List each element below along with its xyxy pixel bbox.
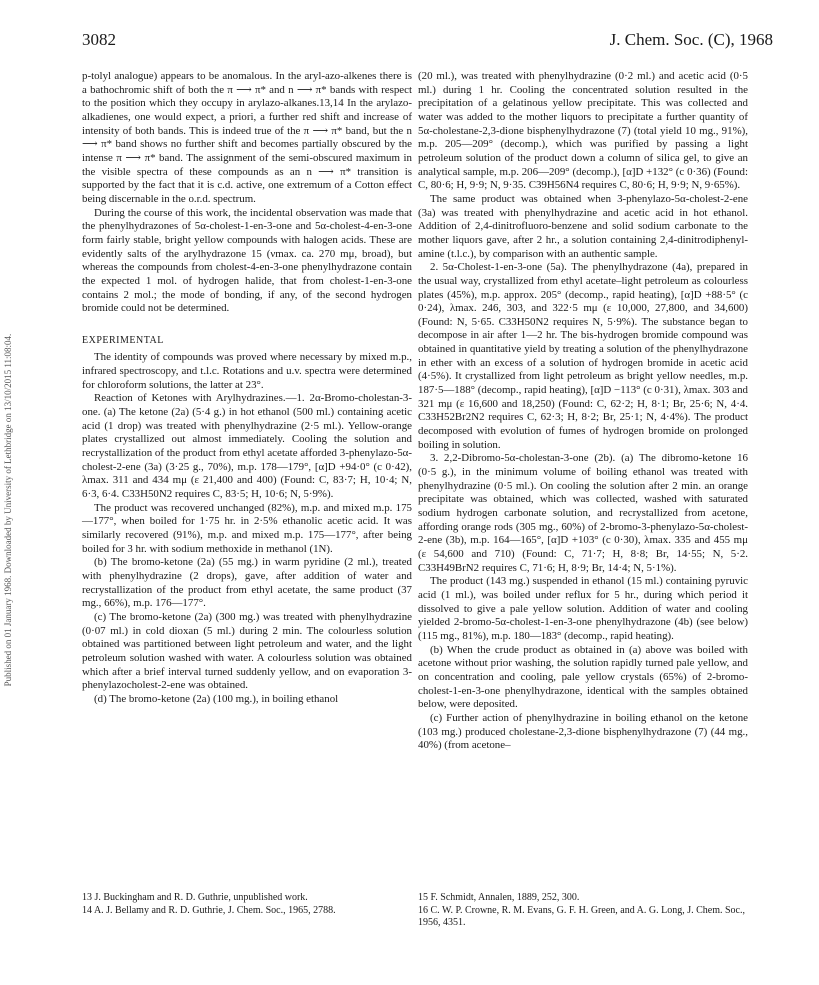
- footnote: 13 J. Buckingham and R. D. Guthrie, unpublished work.: [82, 892, 308, 903]
- download-notice-text: Published on 01 January 1968. Downloaded by University of Lethbridge on 13/10/2015 11:08:04.: [3, 333, 13, 687]
- left-column: [82, 70, 412, 707]
- footnote: 14 A. J. Bellamy and R. D. Guthrie, J. Chem. Soc., 1965, 2788.: [82, 904, 336, 916]
- right-column: [418, 70, 748, 753]
- paragraph: (20 ml.), was treated with phenylhydrazine (0·2 ml.) and acetic acid (0·5 ml.) during 1 hr. Cooling the concentrated solution resulted in the precipitation of a gelatinous yellow precipitate. This was collected and water was added to the mother liquors to precipitate a further quantity of 5α-cholestane-2,3-dione bisphenylhydrazone (7) (total yield 10 mg., 91%), m.p. 205—209° (decomp.), which was purified by passing a light petroleum solution of the product down a column of silica gel, to give an analytical sample, m.p. 206—209° (decomp.), [α]D +132° (c 0·36) (Found: C, 80·6; H, 9·9; N, 9·35. C39H56N4 requires C, 80·6; H, 9·9; N, 9·65%).: [418, 70, 748, 192]
- paragraph: p-tolyl analogue) appears to be anomalous. In the aryl-azo-alkenes there is a bathochromic shift of both the π ⟶ π* and n ⟶ π* bands with respect to the position which they occupy in arylazo-alkanes.13,14 In the arylazo-alkadienes, one would expect, a priori, a further red shift and increase of intensity of both bands. This is indeed true of the π ⟶ π* band, but the n ⟶ π* band shows no further shift and becomes partially obscured by the intense π ⟶ π* band. The assignment of the semi-obscured maximum in the visible spectra of these compounds as an n ⟶ π* transition is supported by the fact that it is c.d. active, one extremum of a Cotton effect being discernable in the o.r.d. spectrum.: [82, 70, 412, 205]
- right-footnotes: [418, 892, 748, 930]
- paragraph: (b) When the crude product as obtained in (a) above was boiled with acetone without prior washing, the solution rapidly turned pale yellow, and on concentration and cooling, pale yellow crystals (65%) of 2-bromo-cholest-1-en-3-one phenylhydrazone, identical with the samples obtained below, were deposited.: [418, 643, 748, 711]
- paragraph: 2. 5α-Cholest-1-en-3-one (5a). The phenylhydrazone (4a), prepared in the usual way, crystallized from ethyl acetate–light petroleum as colourless plates (45%), m.p. approx. 205° (decomp., rapid heating), [α]D +88·5° (c 0·24), λmax. 246, 303, and 322·5 mμ (ε 10,000, 27,800, and 34,600) (Found: N, 5·65. C33H50N2 requires N, 5·9%). The substance began to decompose in air after 1—2 hr. The bis-hydrogen bromide compound was obtained in quantitative yield by treating a solution of the phenylhydrazone in ether with an excess of a solution of hydrogen bromide in acetic acid (4·5%). It crystallized from light petroleum as bright yellow needles, m.p. 187·5—188° (decomp., rapid heating), [α]D −113° (c 0·31), λmax. 303 and 321 mμ (ε 16,600 and 18,250) (Found: C, 62·2; H, 8·1; Br, 25·6; N, 4·4. C33H52Br2N2 requires C, 62·3; H, 8·2; Br, 25·1; N, 4·4%). The product decomposed with evolution of fumes of hydrogen bromide on prolonged boiling in solution.: [418, 261, 748, 451]
- paragraph: The product was recovered unchanged (82%), m.p. and mixed m.p. 175—177°, when boiled for 1·75 hr. in 2·5% ethanolic acetic acid. It was similarly recovered (91%), m.p. and mixed m.p. 175—177°, after being boiled for 3 hr. with sodium methoxide in methanol (1N).: [82, 501, 412, 555]
- footnote: 15 F. Schmidt, Annalen, 1889, 252, 300.: [418, 892, 580, 903]
- paragraph: The same product was obtained when 3-phenylazo-5α-cholest-2-ene (3a) was treated with phenylhydrazine and acetic acid in hot ethanol. Addition of 2,4-dinitrofluoro-benzene and solid sodium carbonate to the mother liquors gave, after 2 hr., a solution containing 2,4-dinitrodiphenyl-amine (t.l.c.), by comparison with an authentic sample.: [418, 192, 748, 260]
- left-footnotes: [82, 892, 412, 917]
- paragraph: The product (143 mg.) suspended in ethanol (15 ml.) containing pyruvic acid (1 ml.), was boiled under reflux for 5 hr., during which period it dissolved to give a pale yellow solution. Addition of water and cooling yielded 2-bromo-5α-cholest-1-en-3-one phenylhydrazone (4b) (see below) (115 mg., 81%), m.p. 180—183° (decomp., rapid heating).: [418, 575, 748, 642]
- paragraph: (c) Further action of phenylhydrazine in boiling ethanol on the ketone (103 mg.) produced cholestane-2,3-dione bisphenylhydrazone (7) (44 mg., 40%) (from acetone–: [418, 711, 748, 752]
- paragraph: (c) The bromo-ketone (2a) (300 mg.) was treated with phenylhydrazine (0·07 ml.) in cold dioxan (5 ml.) during 2 min. The colourless solution obtained was partitioned between light petroleum and water, and the light petroleum solution washed with water. A colourless solution was obtained which after a brief interval turned suddenly yellow, and on evaporation 3-phenylazocholest-2-ene was obtained.: [82, 610, 412, 692]
- paragraph: Reaction of Ketones with Arylhydrazines.—1. 2α-Bromo-cholestan-3-one. (a) The ketone (2a) (5·4 g.) in hot ethanol (500 ml.) containing acetic acid (1 drop) was treated with phenylhydrazine (2·5 ml.). Yellow-orange plates crystallized out almost immediately. Cooling the solution and recrystallization of the product from ethyl acetate afforded 3-phenylazo-5α-cholest-2-ene (3a) (3·25 g., 70%), m.p. 178—179°, [α]D +94·0° (c 0·42), λmax. 311 and 434 mμ (ε 21,400 and 400) (Found: C, 83·7; H, 10·4; N, 6·3, 6·4. C33H50N2 requires C, 83·5; H, 10·6; N, 5·9%).: [82, 392, 412, 501]
- download-notice: [0, 130, 18, 890]
- section-heading: EXPERIMENTAL: [82, 334, 164, 346]
- paragraph: The identity of compounds was proved where necessary by mixed m.p., infrared spectroscopy, and t.l.c. Rotations and u.v. spectra were determined for chloroform solutions, the latter at 23°.: [82, 351, 412, 391]
- journal-reference: J. Chem. Soc. (C), 1968: [609, 30, 773, 49]
- page-number: 3082: [82, 30, 116, 49]
- footnote: 16 C. W. P. Crowne, R. M. Evans, G. F. H. Green, and A. G. Long, J. Chem. Soc., 1956, 4351.: [418, 904, 745, 928]
- paragraph: During the course of this work, the incidental observation was made that the phenylhydrazones of 5α-cholest-1-en-3-one and 5α-cholest-4-en-3-one form fairly stable, bright yellow compounds with halogen acids. These are evidently salts of the arylhydrazone 15 (νmax. ca. 270 mμ, broad), but whereas the compounds from cholest-4-en-3-one phenylhydrazone contain the expected 1 mol. of hydrogen halide, that from cholest-1-en-3-one contains 2 mol.; the mode of bonding, if any, of the second hydrogen bromide could not be determined.: [82, 206, 412, 315]
- paragraph: (b) The bromo-ketone (2a) (55 mg.) in warm pyridine (2 ml.), treated with phenylhydrazine (2 drops), gave, after addition of water and recrystallization of the product from ethyl acetate, the same product (37 mg., 66%), m.p. 176—177°.: [82, 556, 412, 610]
- page-header: [82, 30, 773, 54]
- paragraph: 3. 2,2-Dibromo-5α-cholestan-3-one (2b). (a) The dibromo-ketone 16 (0·5 g.), in the minimum volume of boiling ethanol was treated with phenylhydrazine (0·5 ml.). On cooling the solution after 2 min. an orange precipitate was obtained, which was collected, washed with saturated sodium hydrogen carbonate solution, and recrystallized from acetone, affording orange rods (305 mg., 60%) of 2-bromo-3-phenylazo-5α-cholest-2-ene (3b), m.p. 164—165°, [α]D +103° (c 0·30), λmax. 335 and 455 mμ (ε 54,600 and 710) (Found: C, 71·7; H, 8·8; Br, 14·55; N, 5·2. C33H49BrN2 requires C, 71·6; H, 8·9; Br, 14·4; N, 5·1%).: [418, 452, 748, 574]
- paragraph: (d) The bromo-ketone (2a) (100 mg.), in boiling ethanol: [94, 692, 339, 705]
